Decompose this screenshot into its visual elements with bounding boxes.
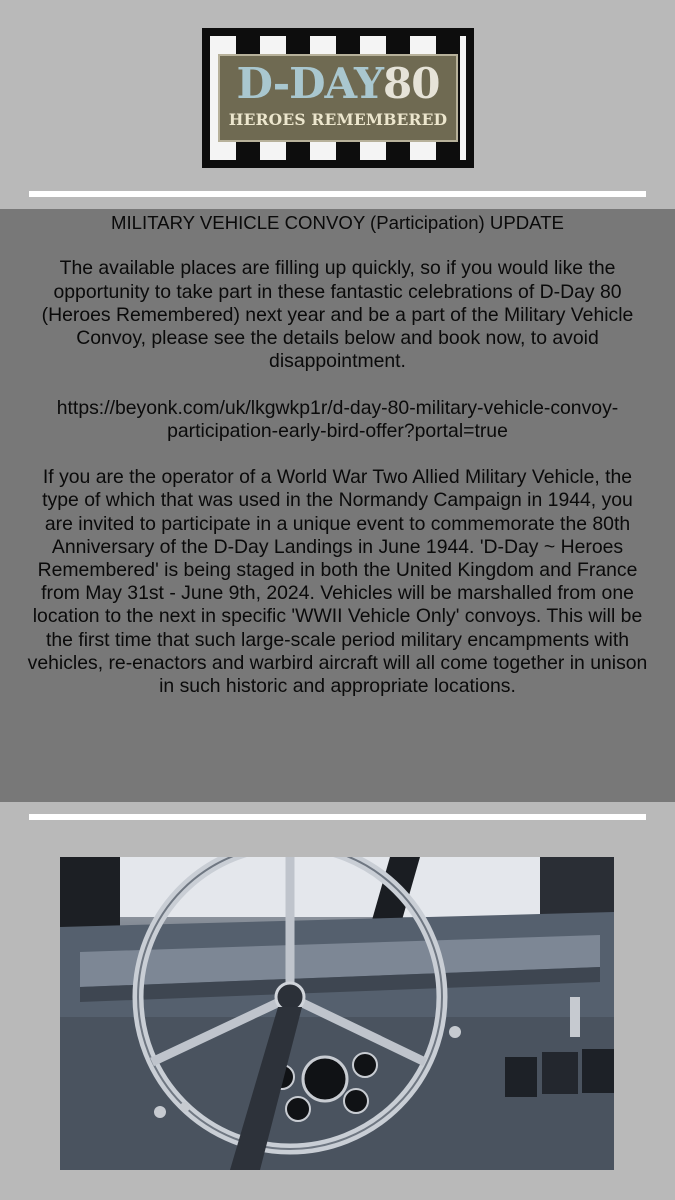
text-panel [0, 209, 675, 802]
logo-title [220, 60, 456, 108]
intro-paragraph: The available places are filling up quickly, so if you would like the opportunity to take part in these fantastic celebrations of D-Day 80 (Heroes Remembered) next year and be a part of the Military Vehicle Convoy, please see the details below and book now, to avoid disappointment. [41, 257, 634, 373]
logo-subtitle: HEROES REMEMBERED [228, 110, 448, 129]
details-paragraph: If you are the operator of a World War Two Allied Military Vehicle, the type of which that was used in the Normandy Campaign in 1944, you are invited to participate in a unique event to commemorate the 80th Anniversary of the D-Day Landings in June 1944. 'D-Day ~ Heroes Remembered' is being staged in both the United Kingdom and France from May 31st - June 9th, 2024. Vehicles will be marshalled from one location to the next in specific 'WWII Vehicle Only' convoys. This will be the first time that such large-scale period military encampments with vehicles, re-enactors and warbird aircraft will all come together in unison in such historic and appropriate locations. [27, 466, 648, 698]
text-panel-content [0, 209, 675, 698]
post-heading: MILITARY VEHICLE CONVOY (Participation) UPDATE [111, 212, 564, 233]
logo-title-dday: D-DAY [236, 59, 384, 108]
steering-wheel-illustration [60, 857, 614, 1170]
top-divider [29, 191, 646, 197]
jeep-dashboard-photo [60, 857, 614, 1170]
bottom-divider [29, 814, 646, 820]
booking-link[interactable]: https://beyonk.com/uk/lkgwkp1r/d-day-80-military-vehicle-convoy-participation-early-bird-offer?portal=true [56, 396, 619, 442]
dday80-logo [202, 28, 474, 168]
logo-title-number: 80 [383, 59, 440, 108]
logo-panel [218, 54, 458, 142]
